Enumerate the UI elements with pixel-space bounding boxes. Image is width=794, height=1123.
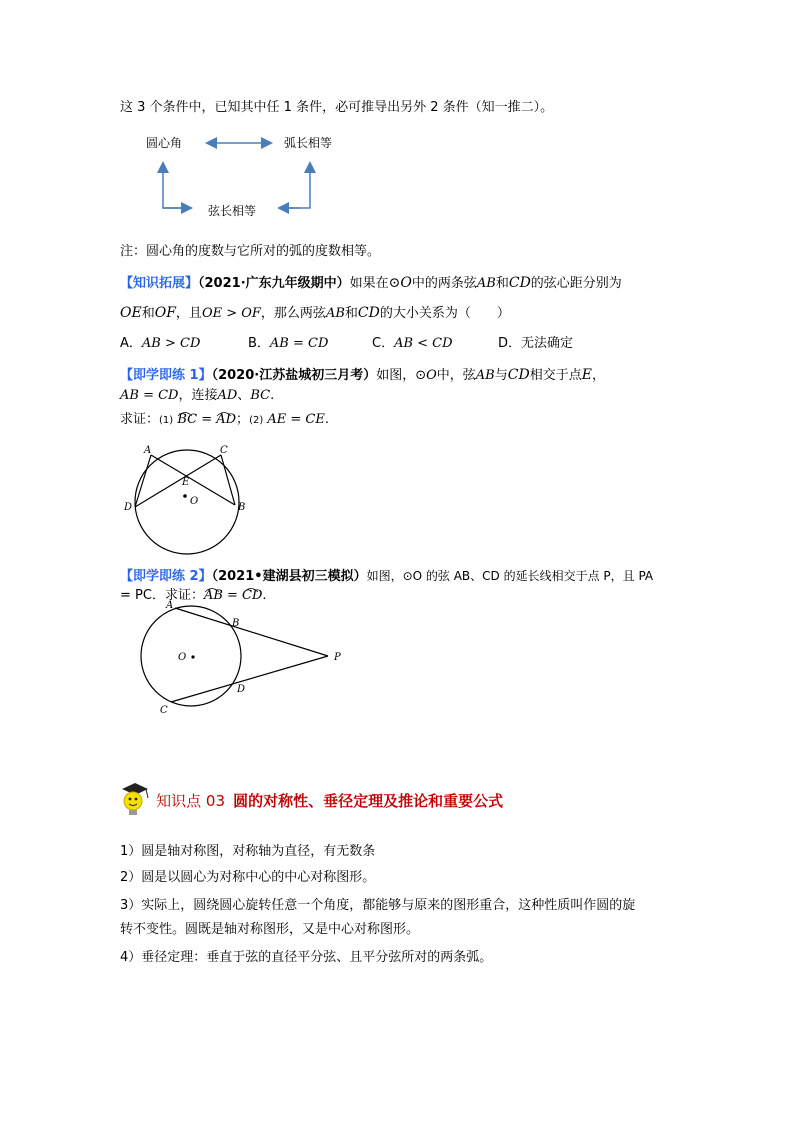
kp-item-3: 3）实际上，圆绕圆心旋转任意一个角度，都能够与原来的图形重合，这种性质叫作圆的旋: [120, 898, 636, 913]
label-o: O: [178, 652, 187, 663]
knowledge-point-header: [118, 780, 503, 818]
practice2-source: （2021•建湖县初三模拟）: [211, 569, 367, 584]
part-number: (1): [159, 415, 174, 426]
arc-marks: [177, 409, 239, 417]
math-condition: OE > OF: [201, 306, 261, 321]
label-b: B: [238, 502, 246, 513]
arrow-right-up: [280, 164, 310, 208]
extension-line1: [120, 272, 622, 291]
text: ，连接: [178, 388, 218, 403]
practice1-line1: [120, 364, 605, 383]
text: = PC．求证：: [120, 588, 204, 603]
practice2-line1: [120, 565, 653, 584]
kp-item-3-cont: 转不变性。圆既是轴对称图形，又是中心对称图形。: [120, 922, 420, 937]
math-e: E: [581, 367, 592, 383]
practice1-tag: 【即学即练 1】: [120, 368, 212, 383]
secant-ap: [175, 608, 328, 656]
knowledge-point-label: 知识点 03: [156, 791, 225, 810]
circle-symbol: ⊙O: [388, 275, 412, 291]
extension-tag: 【知识拓展】: [120, 276, 199, 291]
text: 相交于点: [529, 368, 582, 383]
option-c[interactable]: [372, 332, 453, 351]
label-d: D: [237, 684, 246, 695]
math-o: O: [426, 368, 437, 383]
practice2-tag: 【即学即练 2】: [120, 569, 212, 584]
text: 如图，⊙: [376, 368, 427, 383]
math-oe: OE: [120, 305, 142, 321]
intro-sentence: 这 3 个条件中，已知其中任 1 条件，必可推导出另外 2 条件（知一推二）。: [120, 100, 554, 115]
extension-source: （2021·广东九年级期中）: [198, 276, 350, 291]
text: .: [324, 412, 329, 427]
label-c: C: [160, 705, 168, 716]
math-expr: AB = CD: [203, 588, 263, 603]
center-point: [183, 494, 187, 498]
label-p: P: [334, 652, 341, 663]
practice1-source: （2020·江苏盐城初三月考）: [211, 368, 377, 383]
secant-cp: [171, 656, 328, 702]
text: 如图，⊙O 的弦 AB、CD 的延长线相交于点 P，且 PA: [366, 569, 654, 583]
text: 与: [494, 368, 508, 383]
text: 的大小关系为（ ）: [379, 306, 510, 321]
label-a: A: [144, 445, 152, 456]
option-a[interactable]: [120, 332, 200, 351]
option-letter: D．: [498, 336, 522, 351]
arc-equation-1: [177, 412, 236, 427]
math-ab: AB: [476, 276, 496, 291]
label-b: B: [232, 618, 240, 629]
option-text: 无法确定: [521, 336, 574, 351]
center-point: [191, 655, 194, 658]
option-d[interactable]: [498, 332, 573, 351]
part-number: (2): [249, 415, 264, 426]
math-cd: CD: [508, 275, 531, 291]
text: .: [270, 388, 275, 403]
math-cd: CD: [357, 305, 380, 321]
arrow-left-up: [163, 164, 192, 208]
node-chord-equal: 弦长相等: [208, 204, 257, 218]
option-letter: A．: [120, 336, 142, 351]
option-letter: B．: [248, 336, 270, 351]
chord-cd: [135, 455, 221, 507]
math-ab-eq-cd: AB = CD: [120, 388, 179, 403]
option-text: AB < CD: [394, 336, 453, 351]
text: .: [262, 588, 267, 603]
kp-item-1: 1）圆是轴对称图，对称轴为直径，有无数条: [120, 844, 376, 859]
text: ，: [591, 368, 605, 383]
math-ab: AB: [325, 306, 345, 321]
circle: [141, 606, 241, 706]
text: 、: [237, 388, 251, 403]
practice1-prove: [120, 408, 329, 427]
node-arc-equal: 弧长相等: [284, 136, 333, 150]
option-text: AB = CD: [269, 336, 329, 351]
option-b[interactable]: [248, 332, 328, 351]
option-text: AB > CD: [141, 336, 201, 351]
practice2-figure: [120, 596, 360, 720]
text: 的弦心距分别为: [530, 276, 622, 291]
knowledge-point-title: 圆的对称性、垂径定理及推论和重要公式: [233, 791, 504, 810]
math-cd: CD: [507, 367, 530, 383]
kp-item-2: 2）圆是以圆心为对称中心的中心对称图形。: [120, 870, 376, 885]
math-bc: BC: [250, 388, 271, 403]
math-of: OF: [154, 305, 176, 321]
prove-label: 求证：: [120, 412, 160, 427]
practice1-line2: [120, 384, 274, 403]
text: 和: [141, 306, 155, 321]
text: ，那么两弦: [260, 306, 326, 321]
text: 和: [344, 306, 358, 321]
cycle-arrows: [0, 0, 794, 240]
extension-line2: [120, 302, 510, 321]
label-o: O: [190, 496, 199, 507]
label-e: E: [182, 477, 190, 488]
math-ab: AB: [475, 368, 495, 383]
text: ，且: [175, 306, 202, 321]
label-a: A: [166, 600, 174, 611]
arc-marks: [204, 585, 266, 593]
label-d: D: [124, 502, 133, 513]
label-c: C: [220, 445, 228, 456]
math-ad: AD: [217, 388, 238, 403]
text: 中的两条弦: [411, 276, 477, 291]
kp-item-4: 4）垂径定理：垂直于弦的直径平分弦、且平分弦所对的两条弧。: [120, 950, 493, 965]
math-expr: BC = AD: [177, 412, 237, 427]
note: 注：圆心角的度数与它所对的弧的度数相等。: [120, 244, 381, 259]
option-letter: C．: [372, 336, 395, 351]
text: ；: [236, 412, 250, 427]
text: 中，弦: [436, 368, 476, 383]
lightbulb-graduate-icon: [118, 780, 152, 818]
text: 如果在: [349, 276, 389, 291]
math-expr: AE = CE: [267, 412, 325, 427]
text: 和: [495, 276, 509, 291]
node-central-angle: 圆心角: [146, 136, 183, 150]
practice1-figure: [120, 436, 260, 556]
